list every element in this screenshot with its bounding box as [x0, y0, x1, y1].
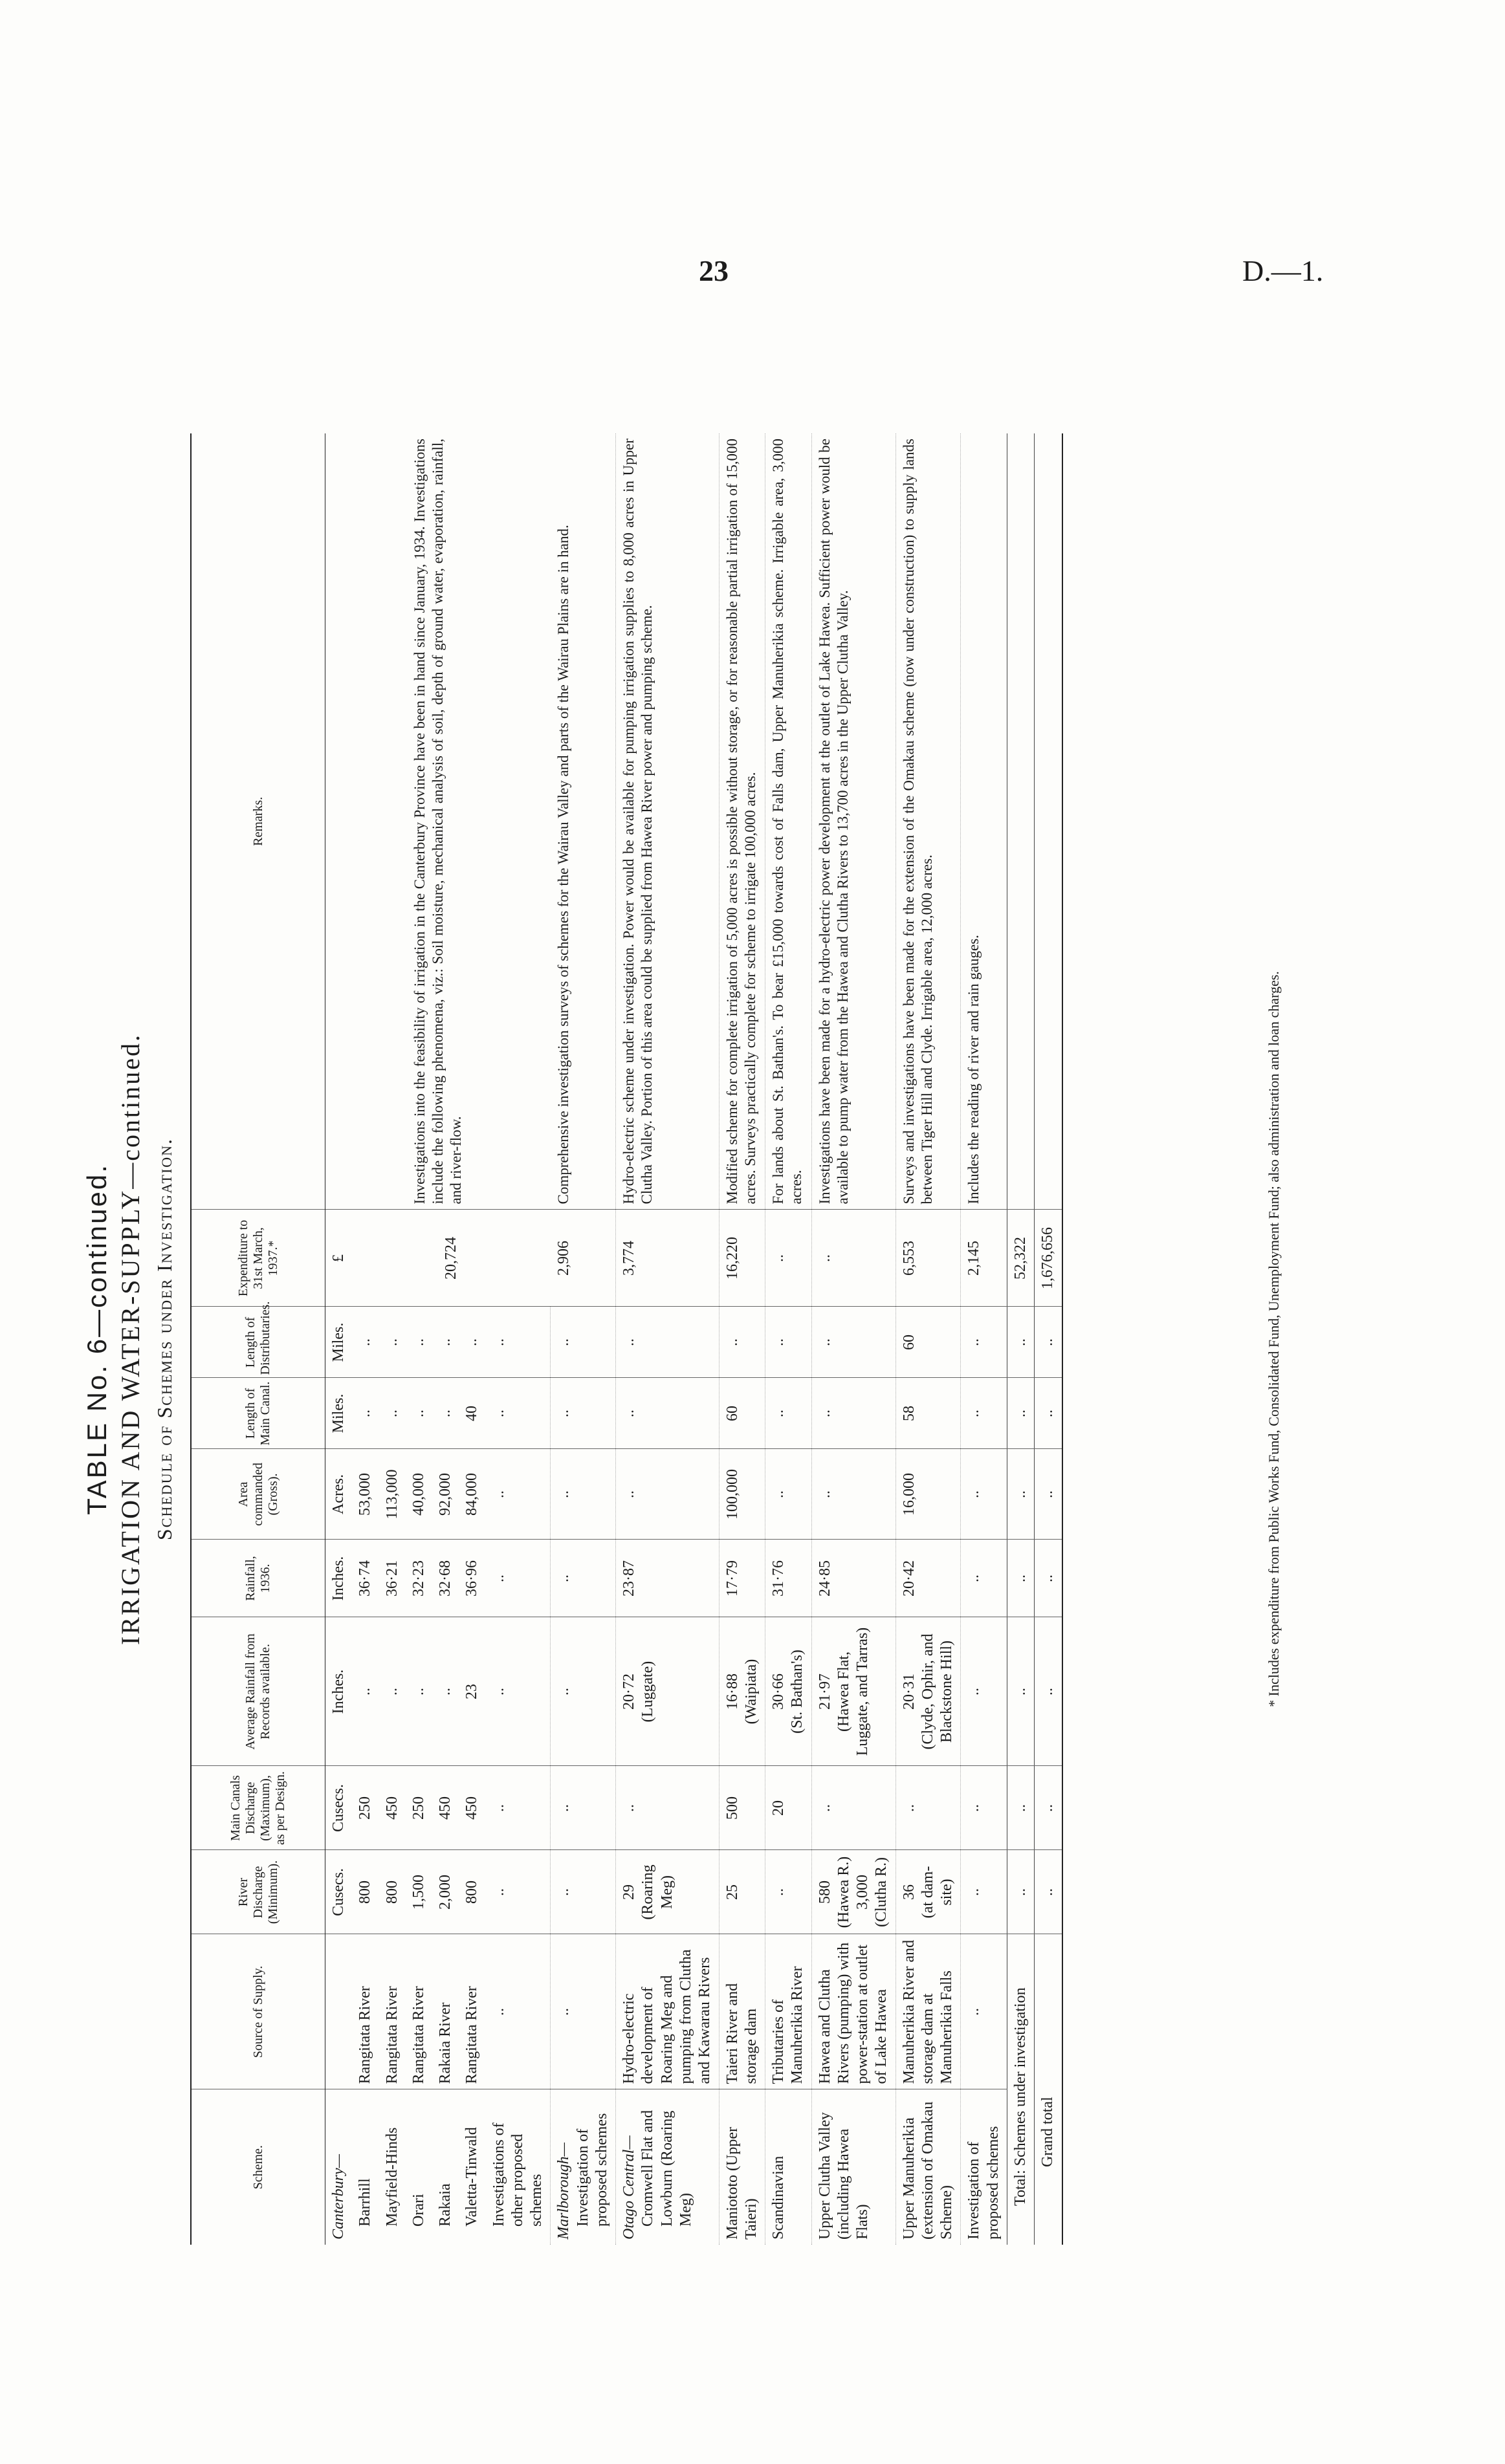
table-row — [551, 433, 616, 2245]
scheme-name: Rakaia — [437, 2183, 454, 2227]
col-scheme: Scheme. — [191, 2089, 325, 2245]
scheme-name: Upper Clutha Valley (including Hawea Flats) — [811, 2089, 895, 2245]
main-canal-length: .. — [379, 1378, 406, 1449]
remarks: Includes the reading of river and rain gauges. — [961, 433, 1007, 1210]
expenditure: 2,906 — [551, 1210, 616, 1307]
remarks: Hydro-electric scheme under investigation. Power would be available for pumping irrigation supplies to 8,000 acres in Upper Clutha Valley. Portion of this area could be supplied from Hawea River power and pumping scheme. — [616, 433, 719, 1210]
main-canal-length: 60 — [719, 1378, 765, 1449]
col-distributaries: Length of Distributaries. — [191, 1307, 325, 1378]
col-rainfall-1936: Rainfall, 1936. — [191, 1540, 325, 1617]
river-value: 36 — [900, 1884, 917, 1900]
avg-rainfall: .. — [432, 1617, 459, 1766]
scheme-name: Valetta-Tinwald — [463, 2127, 481, 2227]
avg-rainfall: .. — [961, 1617, 1007, 1766]
main-canal-length: .. — [961, 1378, 1007, 1449]
scheme-cell — [616, 2089, 719, 2245]
area-commanded: .. — [811, 1449, 895, 1540]
table-row — [765, 433, 812, 2245]
river-discharge: 25 — [719, 1850, 765, 1934]
scheme-name: Cromwell Flat and Lowburn (Roaring Meg) — [639, 2110, 694, 2227]
scheme-name: Maniototo (Upper Taieri) — [719, 2089, 765, 2245]
avg-note: (Clyde, Ophir, and Blackstone Hill) — [919, 1633, 956, 1750]
table-row — [961, 433, 1007, 2245]
canal-discharge: .. — [961, 1766, 1007, 1850]
unit-label: £ — [325, 1210, 353, 1307]
total-label: Total: Schemes under investigation — [1007, 1934, 1034, 2245]
rainfall-1936: 31·76 — [765, 1540, 812, 1617]
river-discharge — [616, 1850, 719, 1934]
avg-value: 16·88 — [723, 1674, 741, 1710]
main-canal-length: .. — [406, 1378, 432, 1449]
grand-total-row — [1035, 433, 1062, 2245]
expenditure: 6,553 — [895, 1210, 961, 1307]
river-discharge: .. — [765, 1850, 812, 1934]
river-note: (Roaring Meg) — [639, 1864, 676, 1920]
main-canal-length: .. — [765, 1378, 812, 1449]
rainfall-1936: .. — [486, 1540, 551, 1617]
avg-rainfall — [811, 1617, 895, 1766]
avg-rainfall — [895, 1617, 961, 1766]
source-of-supply: Rangitata River — [459, 1934, 485, 2089]
unit-label: Inches. — [325, 1617, 353, 1766]
area-commanded: .. — [616, 1449, 719, 1540]
col-avg-rainfall: Average Rainfall from Records available. — [191, 1617, 325, 1766]
page-number: 23 — [699, 254, 729, 287]
avg-rainfall: 23 — [459, 1617, 485, 1766]
total-row — [1007, 433, 1034, 2245]
schedule-table — [190, 433, 1063, 2245]
main-canal-length: .. — [811, 1378, 895, 1449]
scheme-name: Investigations of other proposed schemes — [486, 2089, 551, 2245]
avg-rainfall: .. — [352, 1617, 379, 1766]
distributaries-length: .. — [406, 1307, 432, 1378]
unit-label: Miles. — [325, 1307, 353, 1378]
table-title: IRRIGATION AND WATER-SUPPLY—continued. — [116, 1033, 145, 1645]
main-canal-length: .. — [352, 1378, 379, 1449]
expenditure: .. — [765, 1210, 812, 1307]
scheme-name: Investigation of proposed schemes — [965, 2126, 1002, 2240]
avg-rainfall — [616, 1617, 719, 1766]
blank-cell: .. — [1035, 1540, 1062, 1617]
main-canal-length: 58 — [895, 1378, 961, 1449]
unit-label: Cusecs. — [325, 1766, 353, 1850]
rotated-table-block — [82, 433, 1311, 2245]
distributaries-length: 60 — [895, 1307, 961, 1378]
region-label: Marlborough— — [555, 2142, 573, 2240]
avg-rainfall — [719, 1617, 765, 1766]
distributaries-length: .. — [765, 1307, 812, 1378]
distributaries-length: .. — [432, 1307, 459, 1378]
col-river-discharge: River Discharge (Minimum). — [191, 1850, 325, 1934]
source-of-supply: .. — [961, 1934, 1007, 2089]
area-commanded: .. — [551, 1449, 616, 1540]
remarks: Modified scheme for complete irrigation of 5,000 acres is possible without storage, or for reasonable partial irrigation of 15,000 acres. Surveys practically complete for scheme to irrigate 100,000 acres. — [719, 433, 765, 1210]
river-discharge — [811, 1850, 895, 1934]
source-of-supply: Hawea and Clutha Rivers (pumping) with power-station at outlet of Lake Hawea — [811, 1934, 895, 2089]
canal-discharge: .. — [486, 1766, 551, 1850]
main-canal-length: .. — [551, 1378, 616, 1449]
river-discharge: .. — [486, 1850, 551, 1934]
source-of-supply: .. — [551, 1934, 616, 2089]
source-of-supply: Rangitata River — [379, 1934, 406, 2089]
scheme-cell — [551, 2089, 616, 2245]
rainfall-1936: 17·79 — [719, 1540, 765, 1617]
total-expenditure: 52,322 — [1007, 1210, 1034, 1307]
source-of-supply: Hydro-electric development of Roaring Meg and pumping from Clutha and Kawarau Rivers — [616, 1934, 719, 2089]
blank-cell: .. — [1035, 1617, 1062, 1766]
canal-discharge: .. — [895, 1766, 961, 1850]
unit-label: Cusecs. — [325, 1850, 353, 1934]
scheme-name: Barrhill — [357, 2178, 374, 2227]
area-commanded: 92,000 — [432, 1449, 459, 1540]
area-commanded: .. — [961, 1449, 1007, 1540]
scheme-name: Investigation of proposed schemes — [574, 2113, 610, 2227]
scheme-name: Scandinavian — [765, 2089, 812, 2245]
region-label: Canterbury— — [330, 2154, 347, 2240]
distributaries-length: .. — [811, 1307, 895, 1378]
main-canal-length: .. — [432, 1378, 459, 1449]
blank-cell: .. — [1007, 1540, 1034, 1617]
river-discharge: 800 — [352, 1850, 379, 1934]
blank-cell: .. — [1035, 1449, 1062, 1540]
table-row — [325, 433, 353, 2245]
canal-discharge: 250 — [406, 1766, 432, 1850]
distributaries-length: .. — [459, 1307, 485, 1378]
remarks: For lands about St. Bathan's. To bear £15,000 towards cost of Falls dam, Upper Manuherikia scheme. Irrigable area, 3,000 acres. — [765, 433, 812, 1210]
blank-cell: .. — [1007, 1617, 1034, 1766]
river-discharge: 1,500 — [406, 1850, 432, 1934]
header-row — [191, 433, 325, 2245]
river-value: 29 — [621, 1884, 638, 1900]
rainfall-1936: 36·96 — [459, 1540, 485, 1617]
grand-total-expenditure: 1,676,656 — [1035, 1210, 1062, 1307]
main-canal-length: .. — [616, 1378, 719, 1449]
river-note: (at dam-site) — [919, 1866, 956, 1919]
canterbury-expenditure: 20,724 — [352, 1210, 551, 1307]
canal-discharge: 450 — [459, 1766, 485, 1850]
rainfall-1936: .. — [551, 1540, 616, 1617]
remarks: Investigations have been made for a hydro-electric power development at the outlet of Lake Hawea. Sufficient power would be available to pump water from the Hawea and Clutha Rivers to 13,700 acres in the Upper Clutha Valley. — [811, 433, 895, 1210]
source-of-supply: Rangitata River — [352, 1934, 379, 2089]
region-label: Otago Central— — [621, 2135, 638, 2240]
canal-discharge: 20 — [765, 1766, 812, 1850]
river-note-2: (Clutha R.) — [873, 1857, 890, 1927]
main-canal-length: .. — [486, 1378, 551, 1449]
avg-note: (St. Bathan's) — [789, 1650, 806, 1734]
distributaries-length: .. — [551, 1307, 616, 1378]
distributaries-length: .. — [352, 1307, 379, 1378]
river-discharge: 2,000 — [432, 1850, 459, 1934]
unit-label: Inches. — [325, 1540, 353, 1617]
main-canal-length: 40 — [459, 1378, 485, 1449]
canal-discharge: 500 — [719, 1766, 765, 1850]
blank-cell: .. — [1035, 1378, 1062, 1449]
col-expenditure: Expenditure to 31st March, 1937.* — [191, 1210, 325, 1307]
blank-cell: .. — [1007, 1850, 1034, 1934]
canal-discharge: .. — [616, 1766, 719, 1850]
blank-cell: .. — [1007, 1378, 1034, 1449]
avg-rainfall: .. — [379, 1617, 406, 1766]
source-of-supply: Taieri River and storage dam — [719, 1934, 765, 2089]
col-canal-discharge: Main Canals Discharge (Maximum), as per Design. — [191, 1766, 325, 1850]
avg-value: 20·72 — [621, 1674, 638, 1710]
canal-discharge: 250 — [352, 1766, 379, 1850]
table-row — [895, 433, 961, 2245]
table-subtitle: Schedule of Schemes under Investigation. — [153, 1137, 176, 1541]
river-value-2: 3,000 — [854, 1875, 872, 1910]
area-commanded: 113,000 — [379, 1449, 406, 1540]
table-row — [719, 433, 765, 2245]
rainfall-1936: 36·74 — [352, 1540, 379, 1617]
page-code: D.—1. — [1242, 254, 1324, 287]
avg-value: 30·66 — [770, 1674, 787, 1710]
river-discharge — [895, 1850, 961, 1934]
source-of-supply: .. — [486, 1934, 551, 2089]
remarks: Surveys and investigations have been made for the extension of the Omakau scheme (now under construction) to supply lands between Tiger Hill and Clyde. Irrigable area, 12,000 acres. — [895, 433, 961, 1210]
table-row — [616, 433, 719, 2245]
area-commanded: 84,000 — [459, 1449, 485, 1540]
col-main-canal: Length of Main Canal. — [191, 1378, 325, 1449]
river-note: (Hawea R.) — [835, 1856, 852, 1928]
rainfall-1936: 36·21 — [379, 1540, 406, 1617]
area-commanded: 53,000 — [352, 1449, 379, 1540]
blank-cell: .. — [1007, 1307, 1034, 1378]
canal-discharge: 450 — [432, 1766, 459, 1850]
river-discharge: 800 — [459, 1850, 485, 1934]
distributaries-length: .. — [961, 1307, 1007, 1378]
expenditure: 2,145 — [961, 1210, 1007, 1307]
distributaries-length: .. — [486, 1307, 551, 1378]
avg-note: (Luggate) — [639, 1661, 657, 1723]
table-row — [811, 433, 895, 2245]
river-discharge: .. — [551, 1850, 616, 1934]
river-discharge: .. — [961, 1850, 1007, 1934]
source-of-supply: Rangitata River — [406, 1934, 432, 2089]
distributaries-length: .. — [719, 1307, 765, 1378]
canterbury-remarks: Investigations into the feasibility of irrigation in the Canterbury Province have been in hand since January, 1934. Investigations include the following phenomena, viz.: Soil moisture, mechanical analysis of soil, depth of ground water, evaporation, rainfall, and river-flow. — [325, 433, 551, 1210]
area-commanded: 100,000 — [719, 1449, 765, 1540]
source-of-supply: Tributaries of Manuherikia River — [765, 1934, 812, 2089]
area-commanded: 40,000 — [406, 1449, 432, 1540]
blank-cell: .. — [1007, 1449, 1034, 1540]
col-source: Source of Supply. — [191, 1934, 325, 2089]
avg-rainfall: .. — [486, 1617, 551, 1766]
area-commanded: .. — [765, 1449, 812, 1540]
col-area: Area commanded (Gross). — [191, 1449, 325, 1540]
grand-total-label: Grand total — [1035, 1934, 1062, 2245]
table-number: TABLE No. 6—continued. — [82, 1163, 112, 1515]
rainfall-1936: .. — [961, 1540, 1007, 1617]
river-value: 580 — [816, 1881, 833, 1904]
unit-label: Miles. — [325, 1378, 353, 1449]
footnote: * Includes expenditure from Public Works Fund, Consolidated Fund, Unemployment Fund; also administration and loan charges. — [1266, 971, 1282, 1707]
expenditure: 3,774 — [616, 1210, 719, 1307]
source-of-supply: Rakaia River — [432, 1934, 459, 2089]
avg-note: (Waipiata) — [742, 1659, 760, 1725]
rainfall-1936: 24·85 — [811, 1540, 895, 1617]
rainfall-1936: 32·68 — [432, 1540, 459, 1617]
distributaries-length: .. — [379, 1307, 406, 1378]
river-discharge: 800 — [379, 1850, 406, 1934]
area-commanded: 16,000 — [895, 1449, 961, 1540]
avg-rainfall — [765, 1617, 812, 1766]
avg-rainfall: .. — [551, 1617, 616, 1766]
source-of-supply: Manuherikia River and storage dam at Manuherikia Falls — [895, 1934, 961, 2089]
rainfall-1936: 32·23 — [406, 1540, 432, 1617]
blank-cell: .. — [1035, 1850, 1062, 1934]
canal-discharge: .. — [811, 1766, 895, 1850]
distributaries-length: .. — [616, 1307, 719, 1378]
expenditure: .. — [811, 1210, 895, 1307]
area-commanded: .. — [486, 1449, 551, 1540]
avg-value: 20·31 — [900, 1674, 917, 1710]
expenditure: 16,220 — [719, 1210, 765, 1307]
remarks: Comprehensive investigation surveys of schemes for the Wairau Valley and parts of the Wairau Plains are in hand. — [551, 433, 616, 1210]
scheme-name: Upper Manuherikia (extension of Omakau Scheme) — [895, 2089, 961, 2245]
unit-label: Acres. — [325, 1449, 353, 1540]
rainfall-1936: 20·42 — [895, 1540, 961, 1617]
canal-discharge: 450 — [379, 1766, 406, 1850]
avg-note: (Hawea Flat, Luggate, and Tarras) — [835, 1627, 872, 1756]
rainfall-1936: 23·87 — [616, 1540, 719, 1617]
blank-cell: .. — [1007, 1766, 1034, 1850]
blank-cell: .. — [1035, 1766, 1062, 1850]
scheme-name: Mayfield-Hinds — [383, 2127, 401, 2227]
scheme-name: Orari — [410, 2194, 427, 2227]
avg-value: 21·97 — [816, 1674, 833, 1710]
blank-cell: .. — [1035, 1307, 1062, 1378]
avg-rainfall: .. — [406, 1617, 432, 1766]
col-remarks: Remarks. — [191, 433, 325, 1210]
canal-discharge: .. — [551, 1766, 616, 1850]
